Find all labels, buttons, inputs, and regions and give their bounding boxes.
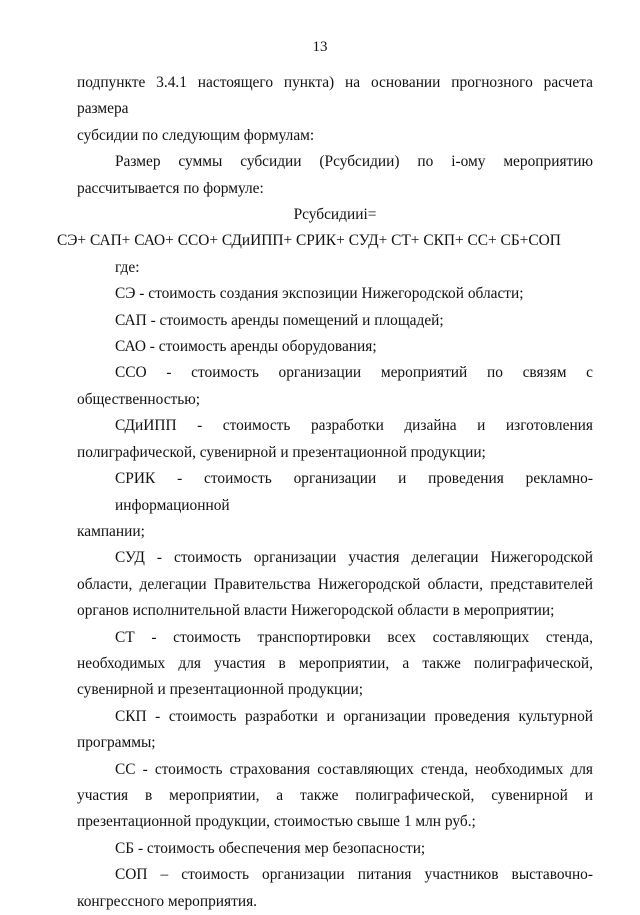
definition-line: СБ - стоимость обеспечения мер безопасности; (115, 839, 426, 857)
formula-intro-paragraph (77, 149, 593, 202)
definition-line: участия в мероприятии, а также полиграфической, сувенирной и (77, 786, 593, 804)
definition-line: программы; (77, 734, 156, 752)
definition-line: СКП - стоимость разработки и организации проведения культурной (115, 707, 593, 725)
definition-line: СДиИПП - стоимость разработки дизайна и изготовления (115, 417, 593, 435)
definition-line: области, делегации Правительства Нижегородской области, представителей (77, 575, 593, 593)
definition-item (77, 757, 593, 836)
definition-item (77, 836, 593, 862)
definition-line: полиграфической, сувенирной и презентационной продукции; (77, 443, 486, 461)
definition-line: органов исполнительной власти Нижегородской области в мероприятии; (77, 602, 555, 620)
formula-rhs: СЭ+ САП+ САО+ ССО+ СДиИПП+ СРИК+ СУД+ СТ+ СКП+ СС+ СБ+СОП (57, 232, 561, 250)
definition-item (77, 334, 593, 360)
definition-line: САО - стоимость аренды оборудования; (115, 338, 377, 356)
definition-item (77, 466, 593, 545)
definition-line: ССО - стоимость организации мероприятий по связям с (115, 364, 593, 382)
definition-line: СТ - стоимость транспортировки всех составляющих стенда, (115, 628, 593, 646)
definition-line: общественностью; (77, 390, 201, 408)
definition-item (77, 704, 593, 757)
definition-line: необходимых для участия в мероприятии, а также полиграфической, (77, 654, 593, 672)
definition-line: конгрессного мероприятия. (77, 892, 258, 910)
definition-item (77, 625, 593, 704)
definition-line: сувенирной и презентационной продукции; (77, 681, 364, 699)
definitions-list (77, 281, 593, 915)
formula-intro-line-1: Размер суммы субсидии (Рсубсидии) по i-ому мероприятию (115, 153, 593, 171)
definition-item (77, 308, 593, 334)
definition-line: СОП – стоимость организации питания участников выставочно- (115, 866, 593, 884)
definition-item (77, 545, 593, 624)
definition-line: СУД - стоимость организации участия делегации Нижегородской (115, 549, 593, 567)
document-body (57, 70, 593, 915)
intro-line-2: субсидии по следующим формулам: (77, 126, 315, 144)
definition-line: презентационной продукции, стоимостью свыше 1 млн руб.; (77, 813, 476, 831)
definition-item (77, 413, 593, 466)
definition-line: СРИК - стоимость организации и проведения рекламно-информационной (115, 470, 593, 514)
page-number: 13 (312, 39, 328, 55)
definition-line: СЭ - стоимость создания экспозиции Нижегородской области; (115, 285, 524, 303)
intro-line-1: подпункте 3.4.1 настоящего пункта) на основании прогнозного расчета размера (77, 74, 593, 118)
definition-item (77, 281, 593, 307)
intro-paragraph (77, 70, 593, 149)
definition-item (77, 360, 593, 413)
formula-lhs: Рсубсидииi= (293, 206, 377, 224)
definition-line: кампании; (77, 522, 145, 540)
definition-line: СС - стоимость страхования составляющих стенда, необходимых для (115, 760, 593, 778)
formula-intro-line-2: рассчитывается по формуле: (77, 179, 264, 197)
where-label: где: (115, 258, 140, 276)
definition-item (77, 862, 593, 915)
definition-line: САП - стоимость аренды помещений и площадей; (115, 311, 444, 329)
